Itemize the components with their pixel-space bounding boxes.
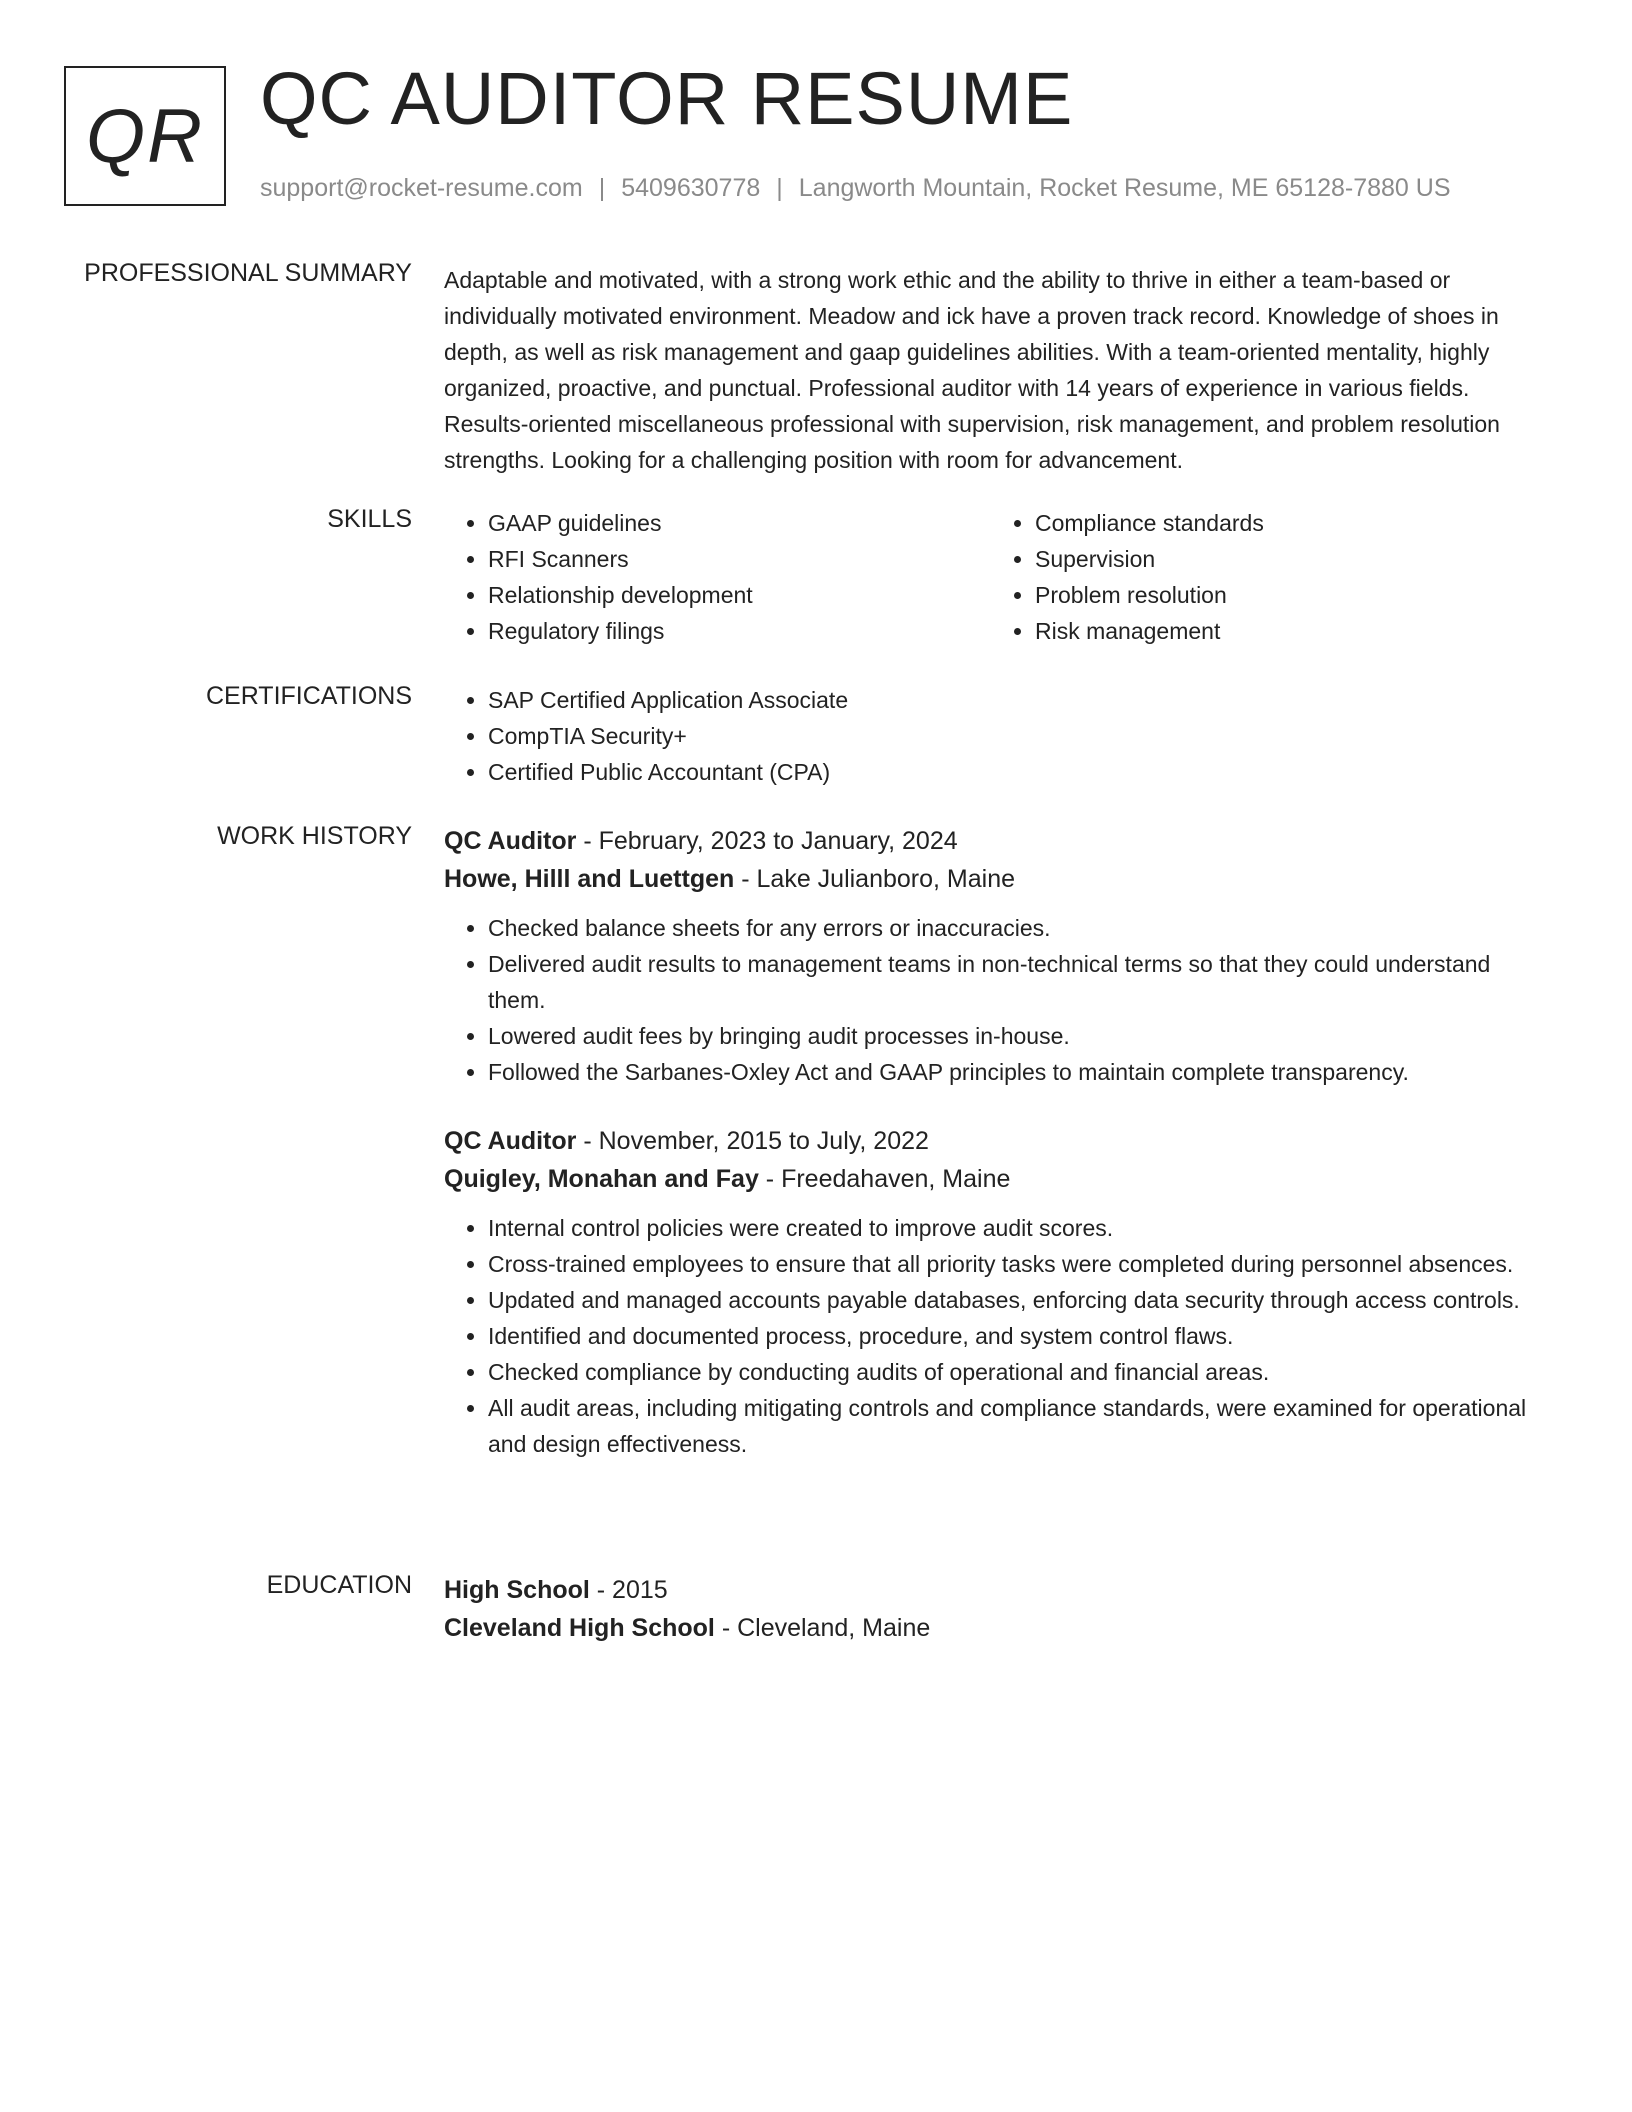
job-duties-list — [444, 1210, 1554, 1462]
contact-line — [260, 174, 1451, 203]
education-location: - Cleveland, Maine — [714, 1614, 931, 1642]
contact-email: support@rocket-resume.com — [260, 174, 583, 202]
job-duty: • Lowered audit fees by bringing audit processes in-house. — [488, 1018, 1554, 1054]
contact-separator: | — [598, 174, 606, 202]
job-duties-list — [444, 910, 1554, 1090]
resume-title: QC AUDITOR RESUME — [260, 57, 1074, 140]
job-location: - Freedahaven, Maine — [758, 1165, 1011, 1193]
skill-item: • Supervision — [1035, 541, 1538, 577]
contact-separator: | — [776, 174, 783, 202]
certifications-body — [444, 682, 1554, 790]
job-company: Howe, Hilll and Luettgen — [444, 865, 735, 893]
certifications-heading: CERTIFICATIONS — [205, 682, 412, 710]
contact-address: Langworth Mountain, Rocket Resume, ME 65128-7880 US — [798, 174, 1451, 202]
summary-heading: PROFESSIONAL SUMMARY — [84, 259, 412, 287]
education-degree-line — [444, 1571, 1554, 1609]
monogram-text: QR — [86, 93, 204, 179]
job-company-line — [444, 1160, 1554, 1198]
monogram-logo — [64, 66, 226, 206]
job-duty: • Cross-trained employees to ensure that all priority tasks were completed during personnel absences. — [488, 1246, 1554, 1282]
job-duty: • Internal control policies were created to improve audit scores. — [488, 1210, 1554, 1246]
job-dates: - February, 2023 to January, 2024 — [576, 827, 958, 855]
skill-item: • Problem resolution — [1035, 577, 1538, 613]
work-history-body — [444, 822, 1554, 1462]
certification-item: • SAP Certified Application Associate — [488, 682, 1554, 718]
skill-item: • Compliance standards — [1035, 505, 1538, 541]
job-duty: • Identified and documented process, procedure, and system control flaws. — [488, 1318, 1554, 1354]
certification-item: • Certified Public Accountant (CPA) — [488, 754, 1554, 790]
job-role-line — [444, 1122, 1554, 1160]
skills-body — [444, 505, 1554, 649]
skills-list-left — [444, 505, 991, 649]
skills-heading: SKILLS — [327, 505, 412, 533]
job-entry — [444, 822, 1554, 1090]
job-duty: • Followed the Sarbanes-Oxley Act and GAAP principles to maintain complete transparency. — [488, 1054, 1554, 1090]
education-degree: High School — [444, 1576, 590, 1604]
education-heading: EDUCATION — [266, 1571, 412, 1599]
job-role: QC Auditor — [444, 827, 577, 855]
job-company-line — [444, 860, 1554, 898]
job-duty: • Checked balance sheets for any errors or inaccuracies. — [488, 910, 1554, 946]
job-duty: • All audit areas, including mitigating controls and compliance standards, were examined for operational and design effectiveness. — [488, 1390, 1554, 1462]
skill-item: • Regulatory filings — [488, 613, 991, 649]
summary-text: Adaptable and motivated, with a strong work ethic and the ability to thrive in either a team-based or individually motivated environment. Meadow and ick have a proven track record. Knowledge of shoes in depth, as well as risk management and gaap guidelines abilities. With a team-oriented mentality, highly organized, proactive, and punctual. Professional auditor with 14 years of experience in various fields. Results-oriented miscellaneous professional with supervision, risk management, and problem resolution strengths. Looking for a challenging position with room for advancement. — [444, 267, 1500, 473]
job-location: - Lake Julianboro, Maine — [734, 865, 1016, 893]
work-history-heading: WORK HISTORY — [217, 822, 412, 850]
job-duty: • Updated and managed accounts payable databases, enforcing data security through access controls. — [488, 1282, 1554, 1318]
job-duty: • Checked compliance by conducting audits of operational and financial areas. — [488, 1354, 1554, 1390]
certifications-list — [444, 682, 1554, 790]
summary-body — [444, 262, 1554, 478]
job-duty: • Delivered audit results to management teams in non-technical terms so that they could understand them. — [488, 946, 1554, 1018]
contact-phone: 5409630778 — [621, 174, 761, 202]
job-entry — [444, 1122, 1554, 1462]
education-body — [444, 1571, 1554, 1647]
job-role: QC Auditor — [444, 1127, 577, 1155]
education-school-line — [444, 1609, 1554, 1647]
certification-item: • CompTIA Security+ — [488, 718, 1554, 754]
job-dates: - November, 2015 to July, 2022 — [576, 1127, 929, 1155]
skill-item: • Risk management — [1035, 613, 1538, 649]
skill-item: • Relationship development — [488, 577, 991, 613]
skill-item: • GAAP guidelines — [488, 505, 991, 541]
job-role-line — [444, 822, 1554, 860]
education-school: Cleveland High School — [444, 1614, 715, 1642]
job-company: Quigley, Monahan and Fay — [444, 1165, 759, 1193]
skill-item: • RFI Scanners — [488, 541, 991, 577]
education-year: - 2015 — [589, 1576, 668, 1604]
skills-list-right — [991, 505, 1538, 649]
